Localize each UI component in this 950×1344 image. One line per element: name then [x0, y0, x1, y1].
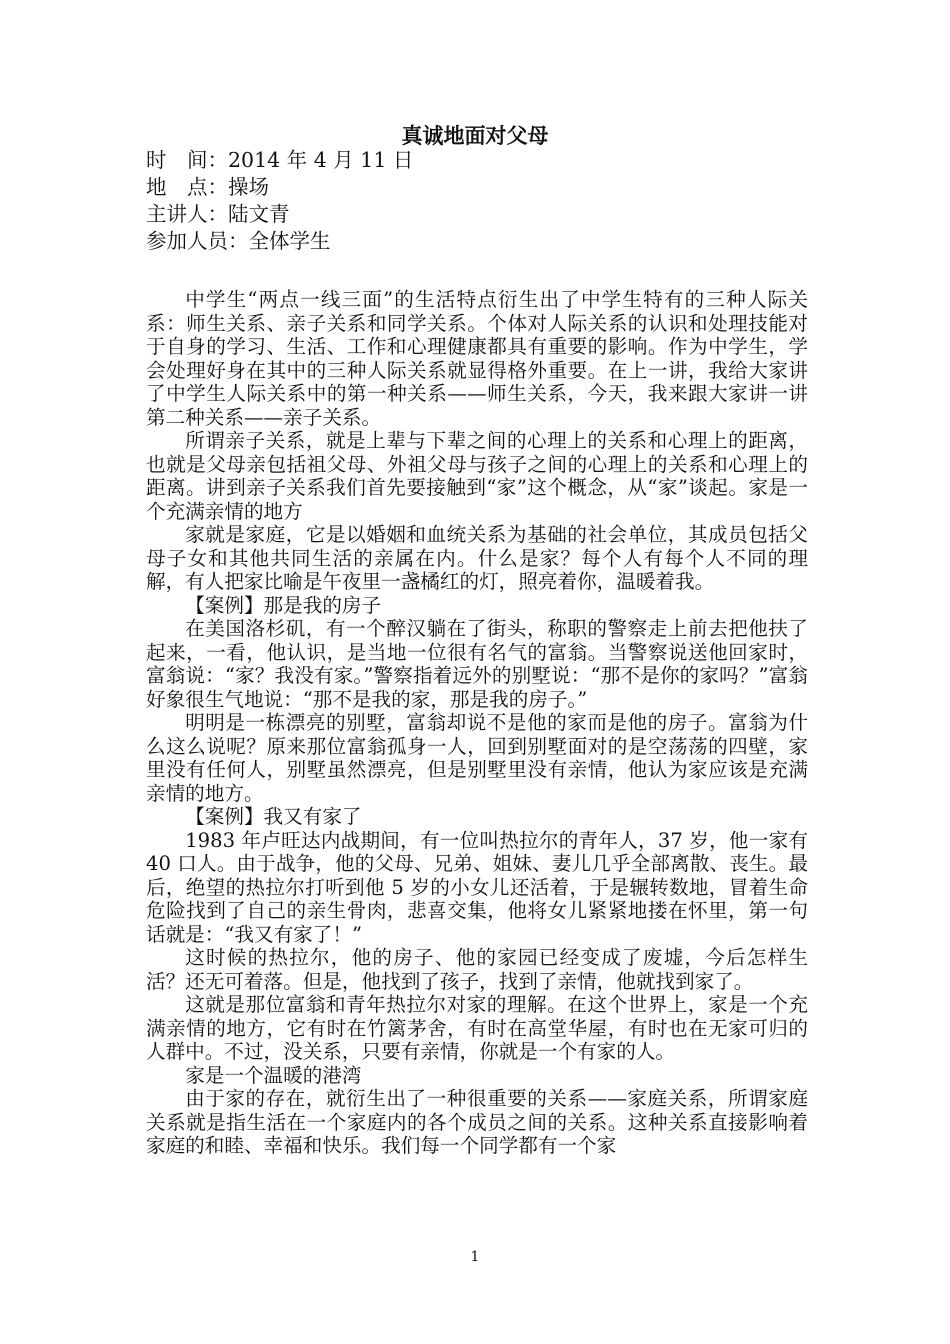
paragraph-intro: 中学生“两点一线三面”的生活特点衍生出了中学生特有的三种人际关系：师生关系、亲子关系和同学关系。个体对人际关系的认识和处理技能对于自身的学习、生活、工作和心理健康都具有重要的影响。作为中学生，学会处理好身在其中的三种人际关系就显得格外重要。在上一讲，我给大家讲了中学生人际关系中的第一种关系——师生关系，今天，我来跟大家讲一讲第二种关系——亲子关系。: [146, 288, 808, 429]
document-title: 真诚地面对父母: [401, 124, 549, 148]
paragraph-case-rwanda-followup: 这时候的热拉尔，他的房子、他的家园已经变成了废墟，今后怎样生活？还无可着落。但是，他找到了孩子，找到了亲情，他就找到家了。: [146, 946, 808, 993]
meeting-place: 地 点：操场: [146, 175, 269, 199]
meeting-time: 时 间：2014 年 4 月 11 日: [146, 148, 414, 172]
case-heading-home-again: 【案例】我又有家了: [185, 805, 362, 828]
paragraph-case-analysis: 明明是一栋漂亮的别墅，富翁却说不是他的家而是他的房子。富翁为什么这么说呢？原来那位富翁孤身一人，回到别墅面对的是空荡荡的四壁，家里没有任何人，别墅虽然漂亮，但是别墅里没有亲情，他认为家应该是充满亲情的地方。: [146, 711, 808, 805]
paragraph-home-definition: 家就是家庭，它是以婚姻和血统关系为基础的社会单位，其成员包括父母子女和其他共同生活的亲属在内。什么是家？每个人有每个人不同的理解，有人把家比喻是午夜里一盏橘红的灯，照亮着你，温暖着我。: [146, 523, 808, 593]
meeting-participants: 参加人员：全体学生: [146, 229, 331, 253]
meeting-speaker: 主讲人：陆文青: [146, 202, 290, 226]
paragraph-case-rwanda: 1983 年卢旺达内战期间，有一位叫热拉尔的青年人，37 岁，他一家有 40 口人。由于战争，他的父母、兄弟、姐妹、妻儿几乎全部离散、丧生。最后，绝望的热拉尔打听到他 5 岁的小女儿还活着，于是辗转数地，冒着生命危险找到了自己的亲生骨肉，悲喜交集，他将女儿紧紧地搂在怀里，第一句话就是：“我又有家了！”: [146, 828, 808, 946]
document-body: [146, 288, 808, 1158]
paragraph-home-understanding: 这就是那位富翁和青年热拉尔对家的理解。在这个世界上，家是一个充满亲情的地方，它有时在竹篱茅舍，有时在高堂华屋，有时也在无家可归的人群中。不过，没关系，只要有亲情，你就是一个有家的人。: [146, 993, 808, 1063]
paragraph-parent-child-relationship: 所谓亲子关系，就是上辈与下辈之间的心理上的关系和心理上的距离，也就是父母亲包括祖父母、外祖父母与孩子之间的心理上的关系和心理上的距离。讲到亲子关系我们首先要接触到“家”这个概念，从“家”谈起。家是一个充满亲情的地方: [146, 429, 808, 523]
meeting-info: [146, 147, 806, 255]
section-heading-warm-harbor: 家是一个温暖的港湾: [185, 1063, 362, 1087]
case-heading-house: 【案例】那是我的房子: [185, 593, 382, 617]
page-number: 1: [470, 1249, 480, 1265]
paragraph-case-los-angeles: 在美国洛杉矶，有一个醉汉躺在了街头，称职的警察走上前去把他扶了起来，一看，他认识，是当地一位很有名气的富翁。当警察说送他回家时，富翁说：“家？我没有家。”警察指着远外的别墅说：“那不是你的家吗？”富翁好象很生气地说：“那不是我的家，那是我的房子。”: [146, 617, 808, 711]
paragraph-family-relationship: 由于家的存在，就衍生出了一种很重要的关系——家庭关系，所谓家庭关系就是指生活在一个家庭内的各个成员之间的关系。这种关系直接影响着家庭的和睦、幸福和快乐。我们每一个同学都有一个家: [146, 1087, 808, 1157]
